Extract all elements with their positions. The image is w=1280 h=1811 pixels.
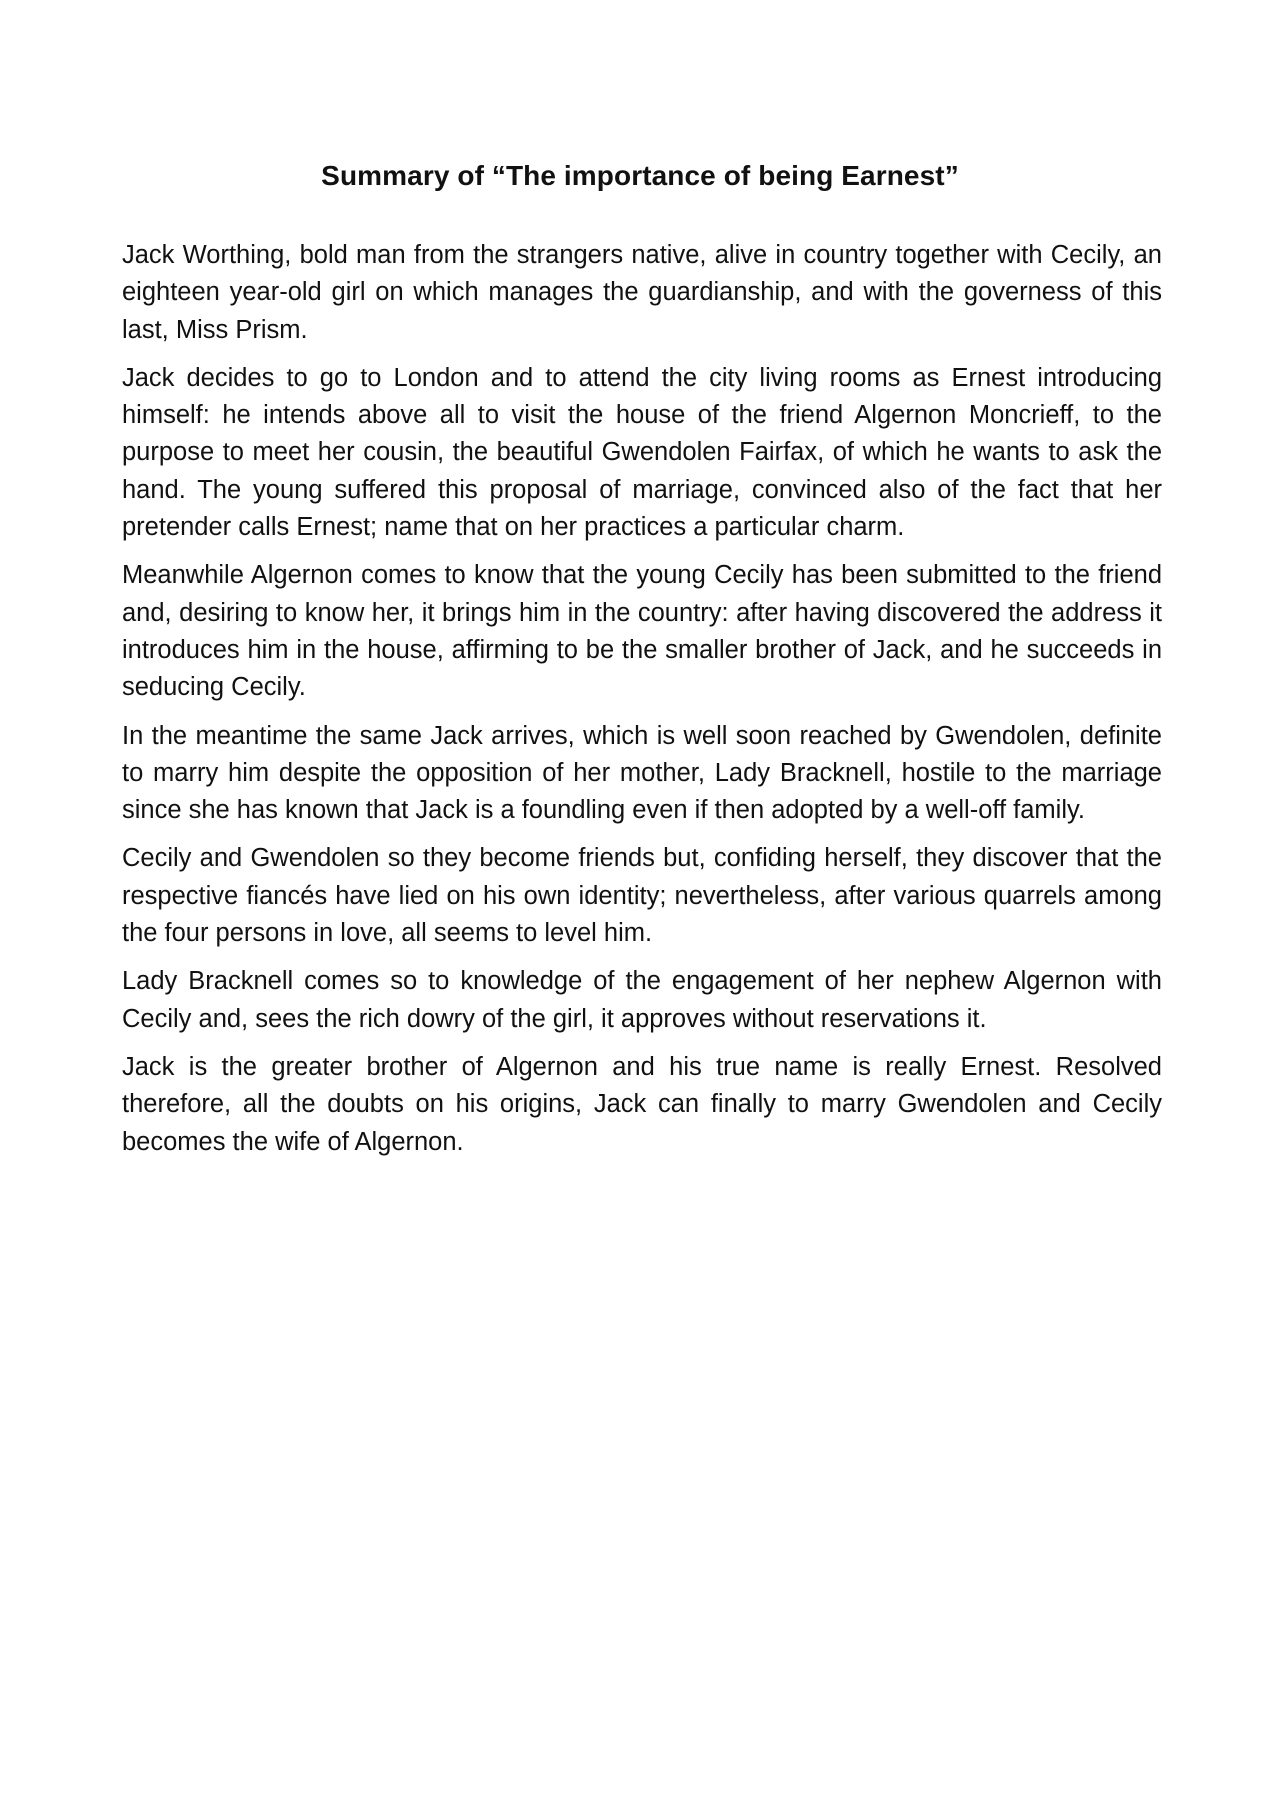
paragraph-6: Lady Bracknell comes so to knowledge of the engagement of her nephew Algernon with Cecily and, sees the rich dowry of the girl, it approves without reservations it.: [122, 967, 1162, 1033]
paragraph-3: Meanwhile Algernon comes to know that the young Cecily has been submitted to the friend and, desiring to know her, it brings him in the country: after having discovered the address it introduces him in the house, affirming to be the smaller brother of Jack, and he succeeds in seducing Cecily.: [122, 561, 1162, 702]
document-body: [122, 237, 1162, 1172]
paragraph-4: In the meantime the same Jack arrives, which is well soon reached by Gwendolen, definite to marry him despite the opposition of her mother, Lady Bracknell, hostile to the marriage since she has known that Jack is a foundling even if then adopted by a well-off family.: [122, 721, 1162, 825]
document-title: Summary of “The importance of being Earnest”: [321, 160, 959, 191]
paragraph-5: Cecily and Gwendolen so they become friends but, confiding herself, they discover that the respective fiancés have lied on his own identity; nevertheless, after various quarrels among the four persons in love, all seems to level him.: [122, 844, 1162, 948]
paragraph-7: Jack is the greater brother of Algernon and his true name is really Ernest. Resolved therefore, all the doubts on his origins, Jack can finally to marry Gwendolen and Cecily becomes the wife of Algernon.: [122, 1052, 1162, 1156]
paragraph-2: Jack decides to go to London and to attend the city living rooms as Ernest introducing himself: he intends above all to visit the house of the friend Algernon Moncrieff, to the purpose to meet her cousin, the beautiful Gwendolen Fairfax, of which he wants to ask the hand. The young suffered this proposal of marriage, convinced also of the fact that her pretender calls Ernest; name that on her practices a particular charm.: [122, 363, 1162, 542]
paragraph-1: Jack Worthing, bold man from the strangers native, alive in country together with Cecily, an eighteen year-old girl on which manages the guardianship, and with the governess of this last, Miss Prism.: [122, 241, 1162, 344]
